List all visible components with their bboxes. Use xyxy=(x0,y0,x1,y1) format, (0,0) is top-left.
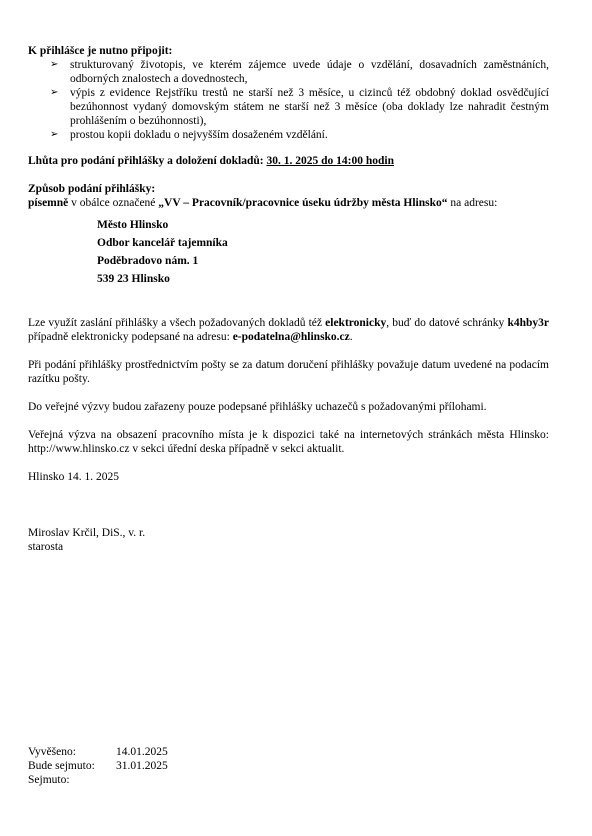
web-paragraph: Veřejná výzva na obsazení pracovního místa je k dispozici také na internetových stránkách města Hlinsko: http://www.hlinsko.cz v sekci úřední deska případně v sekci aktualit. xyxy=(28,429,549,455)
email-link[interactable]: e-podatelna@hlinsko.cz xyxy=(232,331,350,343)
list-item: ➢ prostou kopii dokladu o nejvyšším dosaženém vzdělání. xyxy=(50,129,328,141)
attachments-list xyxy=(28,58,549,142)
address-line: Město Hlinsko xyxy=(97,219,169,231)
signature-name: Miroslav Krčil, DiS., v. r. xyxy=(28,527,146,539)
table-row: Sejmuto: xyxy=(28,774,70,786)
document-body xyxy=(28,44,549,554)
electronic-paragraph: Lze využít zaslání přihlášky a všech požadovaných dokladů též elektronicky, buď do datové schránky k4hby3r případně elektronicky podepsané na adresu: e-podatelna@hlinsko.cz. xyxy=(28,317,549,343)
address-line: Odbor kancelář tajemníka xyxy=(97,237,228,249)
arrow-bullet-icon: ➢ xyxy=(50,59,59,70)
deadline-label: Lhůta pro podání přihlášky a doložení dokladů: xyxy=(28,155,264,167)
attachments-heading: K přihlášce je nutno připojit: xyxy=(28,45,173,57)
list-item: ➢ strukturovaný životopis, ve kterém zájemce uvede údaje o vzdělání, dosavadních zaměstnáních, odborných znalostech a dovednostech, xyxy=(50,59,549,85)
address-block xyxy=(97,216,549,288)
signature-role: starosta xyxy=(28,541,64,553)
submission-heading: Způsob podání přihlášky: xyxy=(28,183,156,195)
submission-text: písemně v obálce označené „VV – Pracovník/pracovnice úseku údržby města Hlinsko“ na adresu: xyxy=(28,197,498,209)
arrow-bullet-icon: ➢ xyxy=(50,129,59,140)
arrow-bullet-icon: ➢ xyxy=(50,87,59,98)
place-date: Hlinsko 14. 1. 2025 xyxy=(28,471,120,483)
deadline-value: 30. 1. 2025 do 14:00 hodin xyxy=(266,155,394,167)
address-line: 539 23 Hlinsko xyxy=(97,273,170,285)
table-row: Vyvěšeno: 14.01.2025 xyxy=(28,746,168,758)
deadline-line xyxy=(28,154,549,168)
table-row: Bude sejmuto: 31.01.2025 xyxy=(28,760,168,772)
posting-record xyxy=(28,745,168,787)
post-paragraph: Při podání přihlášky prostřednictvím pošty se za datum doručení přihlášky považuje datum uvedené na podacím razítku pošty. xyxy=(28,359,549,385)
address-line: Poděbradovo nám. 1 xyxy=(97,255,199,267)
signed-paragraph: Do veřejné výzvy budou zařazeny pouze podepsané přihlášky uchazečů s požadovanými přílohami. xyxy=(28,401,487,413)
list-item: ➢ výpis z evidence Rejstříku trestů ne starší než 3 měsíce, u cizinců též obdobný doklad osvědčující bezúhonnost vydaný domovským státem ne starší než 3 měsíce (oba doklady lze nahradit čestným prohlášením o bezúhonnosti), xyxy=(50,87,549,127)
